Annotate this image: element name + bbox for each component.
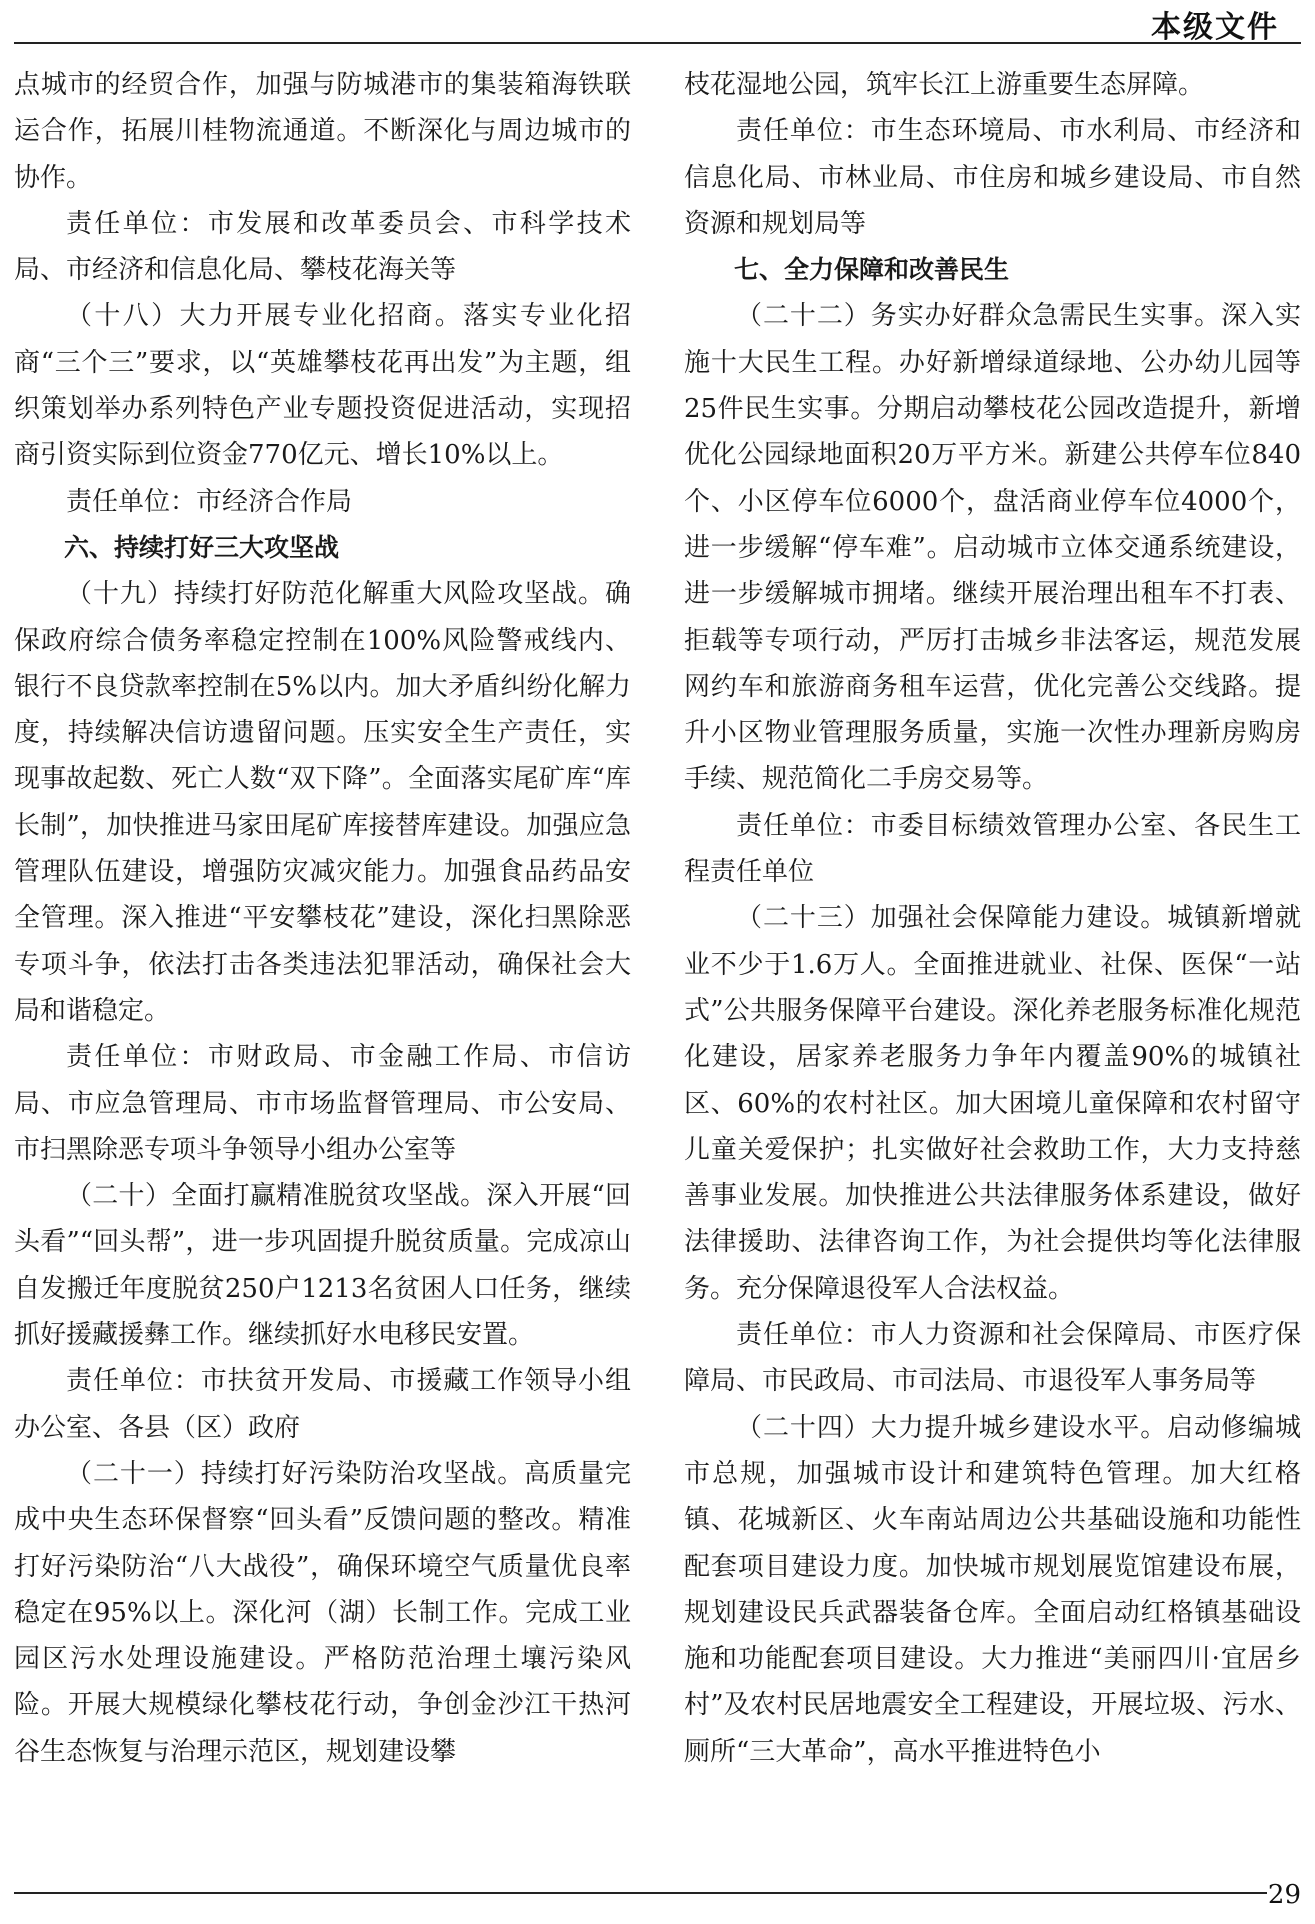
paragraph: 责任单位：市扶贫开发局、市援藏工作领导小组办公室、各县（区）政府 (14, 1366, 631, 1443)
page-number: 29 (1267, 1880, 1301, 1910)
paragraph: 枝花湿地公园，筑牢长江上游重要生态屏障。 (684, 70, 1205, 100)
paragraph: （二十二）务实办好群众急需民生实事。深入实施十大民生工程。办好新增绿道绿地、公办幼儿园等25件民生实事。分期启动攀枝花公园改造提升，新增优化公园绿地面积20万平方米。新建公共停车位840个、小区停车位6000个，盘活商业停车位4000个，进一步缓解“停车难”。启动城市立体交通系统建设，进一步缓解城市拥堵。继续开展治理出租车不打表、拒载等专项行动，严厉打击城乡非法客运，规范发展网约车和旅游商务租车运营，优化完善公交线路。提升小区物业管理服务质量，实施一次性办理新房购房手续、规范简化二手房交易等。 (684, 301, 1301, 795)
page-header-title: 本级文件 (1151, 10, 1279, 45)
header-rule (14, 42, 1301, 44)
paragraph: 责任单位：市财政局、市金融工作局、市信访局、市应急管理局、市市场监督管理局、市公安局、市扫黑除恶专项斗争领导小组办公室等 (14, 1042, 631, 1165)
paragraph: （二十四）大力提升城乡建设水平。启动修编城市总规，加强城市设计和建筑特色管理。加大红格镇、花城新区、火车南站周边公共基础设施和功能性配套项目建设力度。加快城市规划展览馆建设布展，规划建设民兵武器装备仓库。全面启动红格镇基础设施和功能配套项目建设。大力推进“美丽四川·宜居乡村”及农村民居地震安全工程建设，开展垃圾、污水、厕所“三大革命”，高水平推进特色小 (684, 1412, 1301, 1767)
left-column (14, 62, 631, 1775)
paragraph: （二十）全面打赢精准脱贫攻坚战。深入开展“回头看”“回头帮”，进一步巩固提升脱贫质量。完成凉山自发搬迁年度脱贫250户1213名贫困人口任务，继续抓好援藏援彝工作。继续抓好水电移民安置。 (14, 1181, 631, 1351)
paragraph: 责任单位：市生态环境局、市水利局、市经济和信息化局、市林业局、市住房和城乡建设局、市自然资源和规划局等 (684, 116, 1301, 239)
paragraph: （二十三）加强社会保障能力建设。城镇新增就业不少于1.6万人。全面推进就业、社保、医保“一站式”公共服务保障平台建设。深化养老服务标准化规范化建设，居家养老服务力争年内覆盖90%的城镇社区、60%的农村社区。加大困境儿童保障和农村留守儿童关爱保护；扎实做好社会救助工作，大力支持慈善事业发展。加快推进公共法律服务体系建设，做好法律援助、法律咨询工作，为社会提供均等化法律服务。充分保障退役军人合法权益。 (684, 903, 1301, 1304)
section-heading: 六、持续打好三大攻坚战 (64, 532, 340, 562)
paragraph: 责任单位：市经济合作局 (66, 486, 353, 517)
paragraph: （十八）大力开展专业化招商。落实专业化招商“三个三”要求，以“英雄攀枝花再出发”为主题，组织策划举办系列特色产业专题投资促进活动，实现招商引资实际到位资金770亿元、增长10%以上。 (14, 301, 631, 471)
paragraph: 责任单位：市人力资源和社会保障局、市医疗保障局、市民政局、市司法局、市退役军人事务局等 (684, 1320, 1301, 1397)
paragraph: 点城市的经贸合作，加强与防城港市的集装箱海铁联运合作，拓展川桂物流通道。不断深化与周边城市的协作。 (14, 70, 631, 193)
paragraph: 责任单位：市委目标绩效管理办公室、各民生工程责任单位 (684, 810, 1301, 888)
paragraph: （十九）持续打好防范化解重大风险攻坚战。确保政府综合债务率稳定控制在100%风险警戒线内、银行不良贷款率控制在5%以内。加大矛盾纠纷化解力度，持续解决信访遗留问题。压实安全生产责任，实现事故起数、死亡人数“双下降”。全面落实尾矿库“库长制”，加快推进马家田尾矿库接替库建设。加强应急管理队伍建设，增强防灾减灾能力。加强食品药品安全管理。深入推进“平安攀枝花”建设，深化扫黑除恶专项斗争，依法打击各类违法犯罪活动，确保社会大局和谐稳定。 (14, 579, 631, 1026)
paragraph: 责任单位：市发展和改革委员会、市科学技术局、市经济和信息化局、攀枝花海关等 (14, 208, 631, 286)
paragraph: （二十一）持续打好污染防治攻坚战。高质量完成中央生态环保督察“回头看”反馈问题的整改。精准打好污染防治“八大战役”，确保环境空气质量优良率稳定在95%以上。深化河（湖）长制工作。完成工业园区污水处理设施建设。严格防范治理土壤污染风险。开展大规模绿化攀枝花行动，争创金沙江干热河谷生态恢复与治理示范区，规划建设攀 (14, 1458, 631, 1767)
right-column (684, 62, 1301, 1775)
section-heading: 七、全力保障和改善民生 (734, 255, 1010, 285)
footer-rule (14, 1892, 1267, 1894)
